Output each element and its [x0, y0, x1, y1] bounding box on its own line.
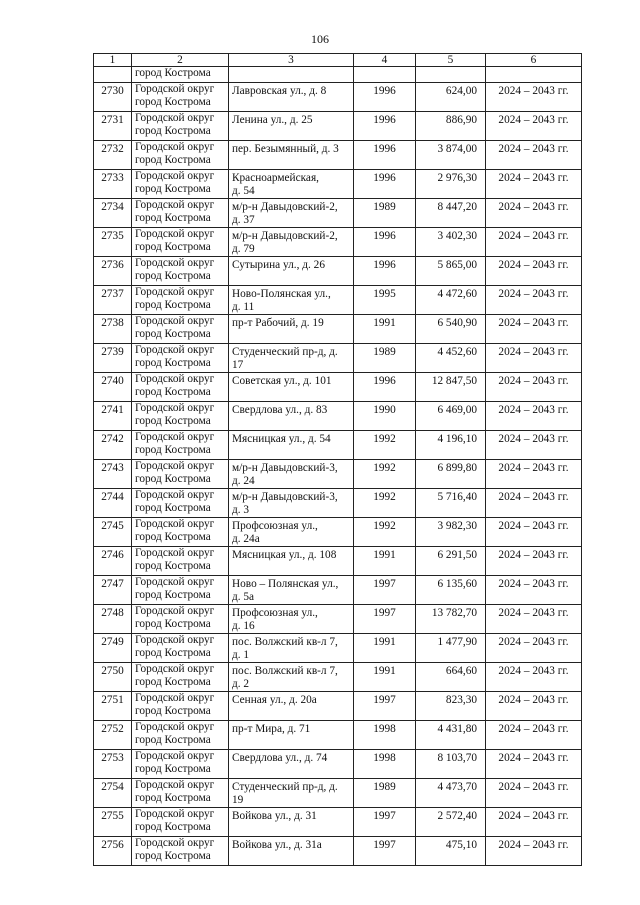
table-row: [94, 750, 582, 779]
row-number-cell: 2741: [94, 402, 132, 431]
table-row: [94, 576, 582, 605]
address-cell: м/р-н Давыдовский-2, д. 37: [229, 199, 354, 228]
period-cell: 2024 – 2043 гг.: [486, 547, 582, 576]
municipality-cell: Городской округ город Кострома: [132, 837, 229, 866]
address-cell: Свердлова ул., д. 74: [229, 750, 354, 779]
year-cell: 1997: [354, 808, 416, 837]
area-cell: 624,00: [416, 83, 486, 112]
address-cell: пер. Безымянный, д. 3: [229, 141, 354, 170]
row-number-cell: 2733: [94, 170, 132, 199]
area-cell: 823,30: [416, 692, 486, 721]
row-number-cell: 2743: [94, 460, 132, 489]
year-cell: 1989: [354, 779, 416, 808]
row-number-cell: 2740: [94, 373, 132, 402]
year-cell: 1992: [354, 489, 416, 518]
municipality-cell: Городской округ город Кострома: [132, 750, 229, 779]
year-cell: 1996: [354, 170, 416, 199]
year-cell: 1991: [354, 315, 416, 344]
row-number-cell: 2747: [94, 576, 132, 605]
address-cell: Ленина ул., д. 25: [229, 112, 354, 141]
area-cell: 6 291,50: [416, 547, 486, 576]
address-cell: м/р-н Давыдовский-2, д. 79: [229, 228, 354, 257]
table-row: [94, 634, 582, 663]
area-cell: 6 899,80: [416, 460, 486, 489]
page-number: 106: [311, 32, 329, 46]
area-cell: 4 472,60: [416, 286, 486, 315]
area-cell: 1 477,90: [416, 634, 486, 663]
municipality-cell: Городской округ город Кострома: [132, 141, 229, 170]
row-number-cell: 2749: [94, 634, 132, 663]
period-cell: 2024 – 2043 гг.: [486, 460, 582, 489]
municipality-cell: Городской округ город Кострома: [132, 199, 229, 228]
period-cell: [486, 67, 582, 83]
address-cell: Студенческий пр-д, д. 17: [229, 344, 354, 373]
area-cell: 886,90: [416, 112, 486, 141]
year-cell: 1996: [354, 141, 416, 170]
year-cell: 1996: [354, 83, 416, 112]
period-cell: 2024 – 2043 гг.: [486, 170, 582, 199]
address-cell: Свердлова ул., д. 83: [229, 402, 354, 431]
municipality-cell: Городской округ город Кострома: [132, 257, 229, 286]
period-cell: 2024 – 2043 гг.: [486, 228, 582, 257]
table-row: [94, 286, 582, 315]
address-cell: Сенная ул., д. 20а: [229, 692, 354, 721]
address-cell: пос. Волжский кв-л 7, д. 1: [229, 634, 354, 663]
area-cell: 5 716,40: [416, 489, 486, 518]
period-cell: 2024 – 2043 гг.: [486, 750, 582, 779]
table-row: [94, 141, 582, 170]
area-cell: 2 572,40: [416, 808, 486, 837]
row-number-cell: 2750: [94, 663, 132, 692]
period-cell: 2024 – 2043 гг.: [486, 634, 582, 663]
table-row: [94, 373, 582, 402]
row-number-cell: 2745: [94, 518, 132, 547]
municipality-cell: Городской округ город Кострома: [132, 721, 229, 750]
area-cell: 4 452,60: [416, 344, 486, 373]
municipality-cell: Городской округ город Кострома: [132, 373, 229, 402]
address-cell: Мясницкая ул., д. 54: [229, 431, 354, 460]
table-row: [94, 721, 582, 750]
municipality-cell: Городской округ город Кострома: [132, 489, 229, 518]
municipality-cell: Городской округ город Кострома: [132, 344, 229, 373]
year-cell: 1996: [354, 228, 416, 257]
period-cell: 2024 – 2043 гг.: [486, 692, 582, 721]
area-cell: 3 874,00: [416, 141, 486, 170]
municipality-cell: Городской округ город Кострома: [132, 315, 229, 344]
period-cell: 2024 – 2043 гг.: [486, 721, 582, 750]
address-cell: пос. Волжский кв-л 7, д. 2: [229, 663, 354, 692]
municipality-cell: Городской округ город Кострома: [132, 518, 229, 547]
municipality-cell: Городской округ город Кострома: [132, 779, 229, 808]
column-number: 6: [486, 54, 582, 67]
area-cell: 8 447,20: [416, 199, 486, 228]
year-cell: [354, 67, 416, 83]
row-number-cell: 2754: [94, 779, 132, 808]
area-cell: 4 196,10: [416, 431, 486, 460]
period-cell: 2024 – 2043 гг.: [486, 199, 582, 228]
year-cell: 1989: [354, 199, 416, 228]
municipality-cell: Городской округ город Кострома: [132, 431, 229, 460]
area-cell: 3 402,30: [416, 228, 486, 257]
row-number-cell: 2739: [94, 344, 132, 373]
area-cell: 6 469,00: [416, 402, 486, 431]
address-cell: Войкова ул., д. 31а: [229, 837, 354, 866]
table-row: [94, 837, 582, 866]
row-number-cell: [94, 67, 132, 83]
year-cell: 1991: [354, 663, 416, 692]
municipality-cell: Городской округ город Кострома: [132, 605, 229, 634]
row-number-cell: 2756: [94, 837, 132, 866]
year-cell: 1996: [354, 112, 416, 141]
column-number: 1: [94, 54, 132, 67]
address-cell: Профсоюзная ул., д. 16: [229, 605, 354, 634]
table-row: [94, 518, 582, 547]
municipality-cell: Городской округ город Кострома: [132, 547, 229, 576]
column-number: 4: [354, 54, 416, 67]
table-row: [94, 228, 582, 257]
municipality-cell: Городской округ город Кострома: [132, 663, 229, 692]
row-number-cell: 2730: [94, 83, 132, 112]
column-number: 5: [416, 54, 486, 67]
year-cell: 1989: [354, 344, 416, 373]
period-cell: 2024 – 2043 гг.: [486, 576, 582, 605]
table-row: [94, 663, 582, 692]
year-cell: 1995: [354, 286, 416, 315]
row-number-cell: 2737: [94, 286, 132, 315]
period-cell: 2024 – 2043 гг.: [486, 257, 582, 286]
row-number-cell: 2748: [94, 605, 132, 634]
year-cell: 1992: [354, 431, 416, 460]
period-cell: 2024 – 2043 гг.: [486, 837, 582, 866]
municipality-cell: Городской округ город Кострома: [132, 808, 229, 837]
address-cell: Профсоюзная ул., д. 24а: [229, 518, 354, 547]
area-cell: 4 473,70: [416, 779, 486, 808]
period-cell: 2024 – 2043 гг.: [486, 808, 582, 837]
table-row: [94, 431, 582, 460]
period-cell: 2024 – 2043 гг.: [486, 605, 582, 634]
period-cell: 2024 – 2043 гг.: [486, 489, 582, 518]
address-cell: Студенческий пр-д, д. 19: [229, 779, 354, 808]
column-number: 2: [132, 54, 229, 67]
table-row: [94, 83, 582, 112]
year-cell: 1998: [354, 750, 416, 779]
period-cell: 2024 – 2043 гг.: [486, 373, 582, 402]
area-cell: 664,60: [416, 663, 486, 692]
year-cell: 1992: [354, 460, 416, 489]
municipality-cell: Городской округ город Кострома: [132, 170, 229, 199]
year-cell: 1991: [354, 547, 416, 576]
table-row: [94, 489, 582, 518]
address-cell: Сутырина ул., д. 26: [229, 257, 354, 286]
year-cell: 1996: [354, 257, 416, 286]
address-cell: м/р-н Давыдовский-3, д. 24: [229, 460, 354, 489]
row-number-cell: 2753: [94, 750, 132, 779]
row-number-cell: 2734: [94, 199, 132, 228]
area-cell: 3 982,30: [416, 518, 486, 547]
housing-table: [93, 53, 582, 866]
municipality-cell: Городской округ город Кострома: [132, 460, 229, 489]
row-number-cell: 2742: [94, 431, 132, 460]
municipality-cell: Городской округ город Кострома: [132, 228, 229, 257]
row-number-cell: 2751: [94, 692, 132, 721]
table-row: [94, 808, 582, 837]
column-number-row: [94, 54, 582, 67]
municipality-cell: Городской округ город Кострома: [132, 112, 229, 141]
area-cell: 4 431,80: [416, 721, 486, 750]
period-cell: 2024 – 2043 гг.: [486, 431, 582, 460]
address-cell: пр-т Мира, д. 71: [229, 721, 354, 750]
area-cell: [416, 67, 486, 83]
row-number-cell: 2746: [94, 547, 132, 576]
period-cell: 2024 – 2043 гг.: [486, 83, 582, 112]
row-number-cell: 2732: [94, 141, 132, 170]
address-cell: [229, 67, 354, 83]
area-cell: 6 540,90: [416, 315, 486, 344]
year-cell: 1991: [354, 634, 416, 663]
address-cell: пр-т Рабочий, д. 19: [229, 315, 354, 344]
address-cell: Ново – Полянская ул., д. 5а: [229, 576, 354, 605]
address-cell: Ново-Полянская ул., д. 11: [229, 286, 354, 315]
address-cell: м/р-н Давыдовский-3, д. 3: [229, 489, 354, 518]
municipality-cell: город Кострома: [132, 67, 229, 83]
table-row: [94, 402, 582, 431]
period-cell: 2024 – 2043 гг.: [486, 344, 582, 373]
period-cell: 2024 – 2043 гг.: [486, 315, 582, 344]
area-cell: 475,10: [416, 837, 486, 866]
table-row: [94, 547, 582, 576]
year-cell: 1996: [354, 373, 416, 402]
area-cell: 12 847,50: [416, 373, 486, 402]
year-cell: 1998: [354, 721, 416, 750]
row-number-cell: 2744: [94, 489, 132, 518]
period-cell: 2024 – 2043 гг.: [486, 286, 582, 315]
area-cell: 8 103,70: [416, 750, 486, 779]
municipality-cell: Городской округ город Кострома: [132, 576, 229, 605]
table-row: [94, 170, 582, 199]
table-row: [94, 257, 582, 286]
period-cell: 2024 – 2043 гг.: [486, 663, 582, 692]
row-number-cell: 2752: [94, 721, 132, 750]
period-cell: 2024 – 2043 гг.: [486, 402, 582, 431]
address-cell: Красноармейская, д. 54: [229, 170, 354, 199]
area-cell: 6 135,60: [416, 576, 486, 605]
year-cell: 1997: [354, 576, 416, 605]
row-number-cell: 2735: [94, 228, 132, 257]
address-cell: Лавровская ул., д. 8: [229, 83, 354, 112]
municipality-cell: Городской округ город Кострома: [132, 286, 229, 315]
continuation-row: [94, 67, 582, 83]
table-row: [94, 199, 582, 228]
table-row: [94, 460, 582, 489]
row-number-cell: 2755: [94, 808, 132, 837]
year-cell: 1997: [354, 837, 416, 866]
column-number: 3: [229, 54, 354, 67]
row-number-cell: 2738: [94, 315, 132, 344]
row-number-cell: 2736: [94, 257, 132, 286]
table-row: [94, 692, 582, 721]
address-cell: Мясницкая ул., д. 108: [229, 547, 354, 576]
table-row: [94, 315, 582, 344]
year-cell: 1990: [354, 402, 416, 431]
row-number-cell: 2731: [94, 112, 132, 141]
period-cell: 2024 – 2043 гг.: [486, 141, 582, 170]
address-cell: Войкова ул., д. 31: [229, 808, 354, 837]
table-row: [94, 112, 582, 141]
period-cell: 2024 – 2043 гг.: [486, 112, 582, 141]
area-cell: 2 976,30: [416, 170, 486, 199]
municipality-cell: Городской округ город Кострома: [132, 402, 229, 431]
table-row: [94, 344, 582, 373]
municipality-cell: Городской округ город Кострома: [132, 634, 229, 663]
table-row: [94, 779, 582, 808]
year-cell: 1997: [354, 605, 416, 634]
municipality-cell: Городской округ город Кострома: [132, 83, 229, 112]
year-cell: 1997: [354, 692, 416, 721]
year-cell: 1992: [354, 518, 416, 547]
area-cell: 5 865,00: [416, 257, 486, 286]
area-cell: 13 782,70: [416, 605, 486, 634]
address-cell: Советская ул., д. 101: [229, 373, 354, 402]
period-cell: 2024 – 2043 гг.: [486, 518, 582, 547]
table-row: [94, 605, 582, 634]
municipality-cell: Городской округ город Кострома: [132, 692, 229, 721]
period-cell: 2024 – 2043 гг.: [486, 779, 582, 808]
